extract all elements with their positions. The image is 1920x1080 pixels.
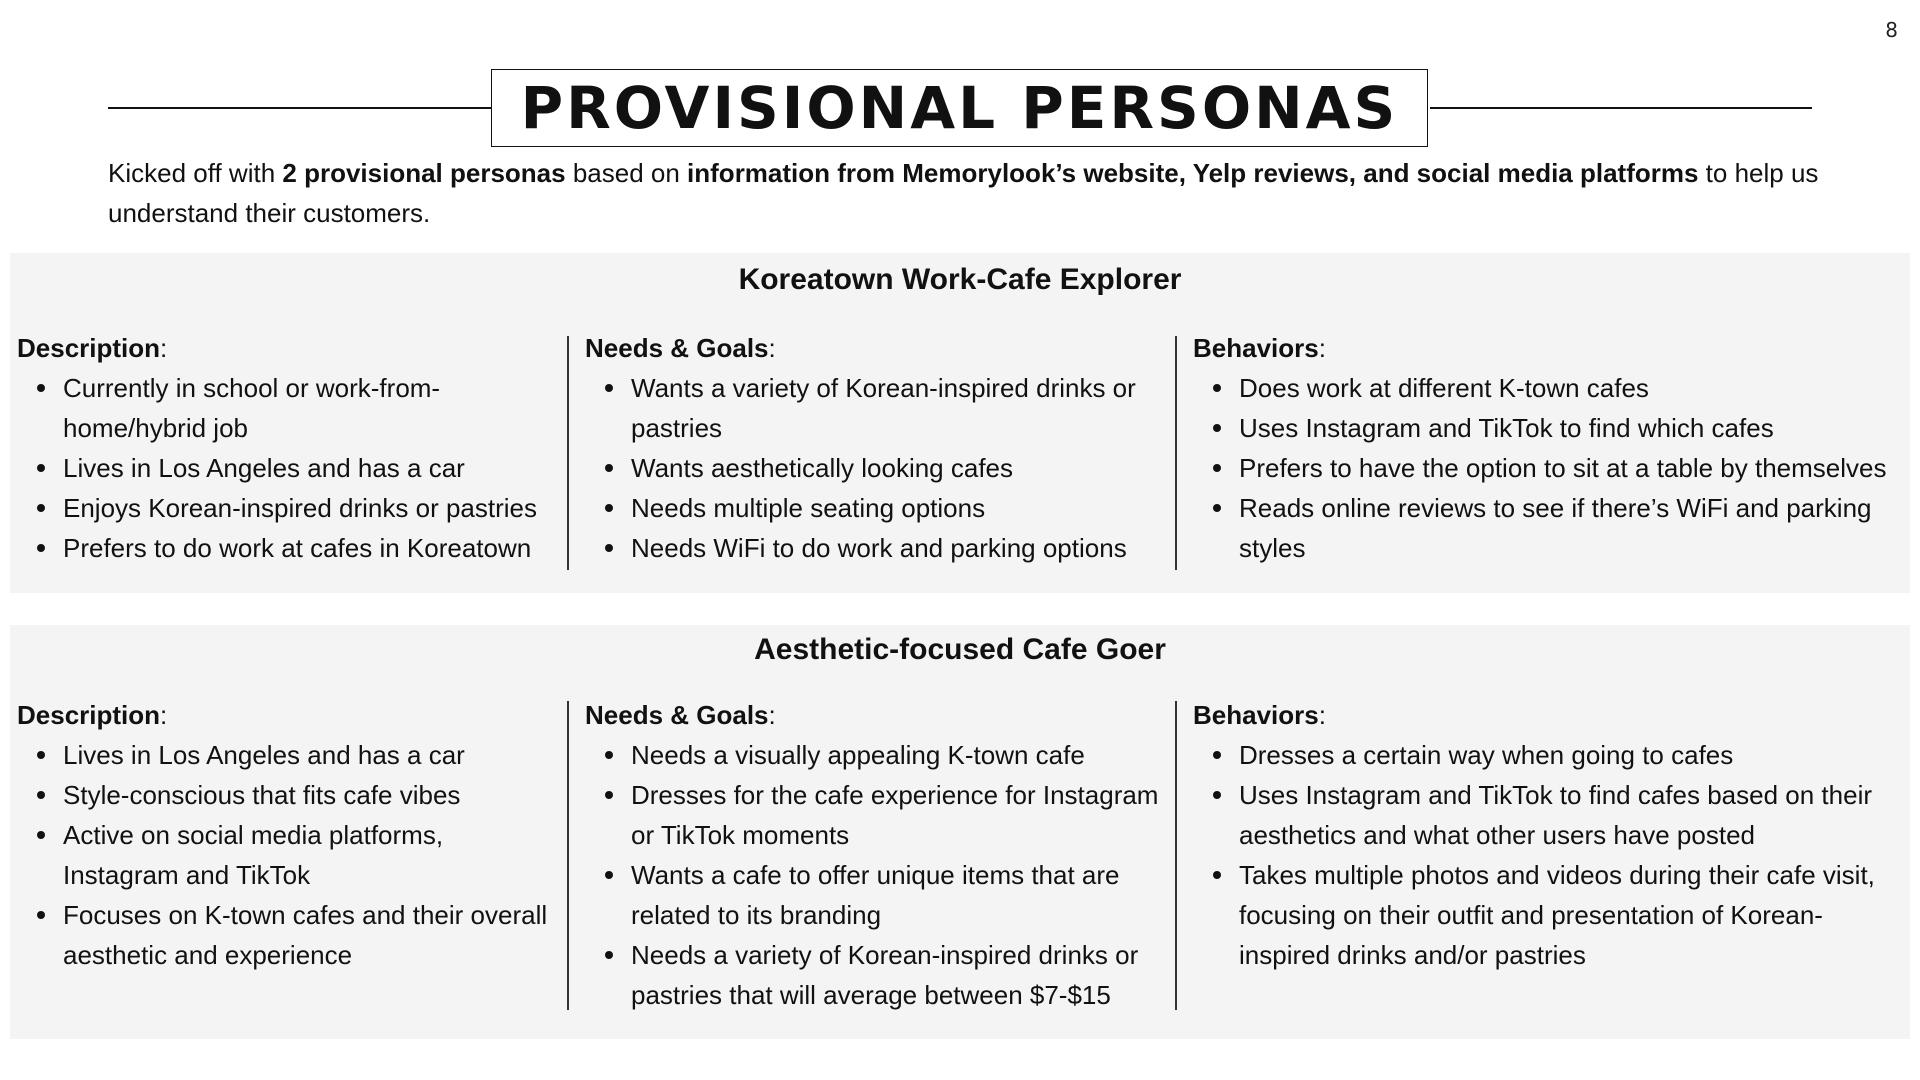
list-item: Dresses a certain way when going to cafes xyxy=(1239,735,1910,775)
column-divider xyxy=(567,701,569,1010)
column-divider xyxy=(1175,336,1177,570)
list-item: Prefers to do work at cafes in Koreatown xyxy=(63,528,562,568)
column-divider xyxy=(1175,701,1177,1010)
intro-text: to help us understand their customers. xyxy=(108,158,1819,228)
list-item: Enjoys Korean-inspired drinks or pastries xyxy=(63,488,562,528)
list-item: Wants aesthetically looking cafes xyxy=(631,448,1165,488)
list-item: Lives in Los Angeles and has a car xyxy=(63,735,562,775)
needs-goals-list xyxy=(585,368,1165,568)
list-item: Wants a cafe to offer unique items that are related to its branding xyxy=(631,855,1165,935)
page-title: PROVISIONAL PERSONAS xyxy=(520,74,1399,142)
persona-panel-koreatown-explorer xyxy=(10,253,1910,593)
intro-paragraph xyxy=(108,153,1828,233)
description-column xyxy=(17,695,562,975)
needs-goals-column xyxy=(585,695,1165,1015)
intro-emphasis: 2 provisional personas xyxy=(282,158,566,188)
list-item: Focuses on K-town cafes and their overall aesthetic and experience xyxy=(63,895,562,975)
list-item: Needs multiple seating options xyxy=(631,488,1165,528)
persona-panel-aesthetic-goer xyxy=(10,625,1910,1039)
list-item: Dresses for the cafe experience for Instagram or TikTok moments xyxy=(631,775,1165,855)
needs-goals-column xyxy=(585,328,1165,568)
title-box xyxy=(491,69,1428,147)
list-item: Needs a visually appealing K-town cafe xyxy=(631,735,1165,775)
title-rule-left xyxy=(108,107,492,109)
list-item: Reads online reviews to see if there’s WiFi and parking styles xyxy=(1239,488,1910,568)
list-item: Takes multiple photos and videos during their cafe visit, focusing on their outfit and presentation of Korean-inspired drinks and/or pastries xyxy=(1239,855,1910,975)
behaviors-column xyxy=(1193,695,1910,975)
behaviors-list xyxy=(1193,368,1910,568)
description-list xyxy=(17,735,562,975)
list-item: Wants a variety of Korean-inspired drinks or pastries xyxy=(631,368,1165,448)
list-item: Uses Instagram and TikTok to find cafes based on their aesthetics and what other users have posted xyxy=(1239,775,1910,855)
intro-emphasis: information from Memorylook’s website, Yelp reviews, and social media platforms xyxy=(687,158,1699,188)
behaviors-column xyxy=(1193,328,1910,568)
list-item: Does work at different K-town cafes xyxy=(1239,368,1910,408)
column-heading: Description: xyxy=(17,700,168,730)
intro-text: Kicked off with xyxy=(108,158,283,188)
list-item: Needs WiFi to do work and parking options xyxy=(631,528,1165,568)
list-item: Needs a variety of Korean-inspired drinks or pastries that will average between $7-$15 xyxy=(631,935,1165,1015)
description-list xyxy=(17,368,562,568)
list-item: Active on social media platforms, Instagram and TikTok xyxy=(63,815,562,895)
column-heading: Needs & Goals: xyxy=(585,333,776,363)
behaviors-list xyxy=(1193,735,1910,975)
column-divider xyxy=(567,336,569,570)
title-rule-right xyxy=(1430,107,1812,109)
page-number: 8 xyxy=(1885,18,1898,42)
list-item: Uses Instagram and TikTok to find which cafes xyxy=(1239,408,1910,448)
column-heading: Description: xyxy=(17,333,168,363)
persona-title: Aesthetic-focused Cafe Goer xyxy=(754,633,1166,666)
list-item: Style-conscious that fits cafe vibes xyxy=(63,775,562,815)
column-heading: Behaviors: xyxy=(1193,700,1326,730)
column-heading: Needs & Goals: xyxy=(585,700,776,730)
persona-title: Koreatown Work-Cafe Explorer xyxy=(738,263,1182,296)
list-item: Currently in school or work-from-home/hybrid job xyxy=(63,368,562,448)
column-heading: Behaviors: xyxy=(1193,333,1326,363)
needs-goals-list xyxy=(585,735,1165,1015)
list-item: Prefers to have the option to sit at a table by themselves xyxy=(1239,448,1910,488)
description-column xyxy=(17,328,562,568)
intro-text: based on xyxy=(565,158,688,188)
list-item: Lives in Los Angeles and has a car xyxy=(63,448,562,488)
